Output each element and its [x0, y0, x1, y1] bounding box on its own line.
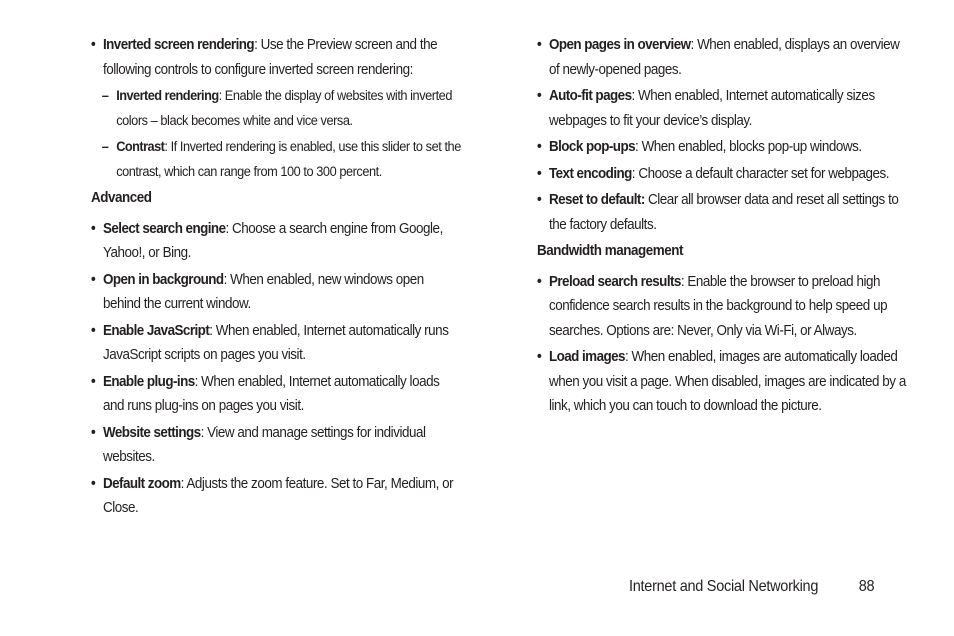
item-text: : If Inverted rendering is enabled, use this slider to set the contrast, which can range from 100 to 300 percent.: [116, 139, 461, 180]
sub-item-inverted-rendering: [91, 84, 476, 133]
item-term: Load images: [548, 349, 625, 365]
item-text: Clear all browser data and reset all settings to the factory defaults.: [548, 192, 899, 233]
item-text: : View and manage settings for individual websites.: [102, 424, 426, 465]
item-term: Select search engine: [102, 220, 226, 237]
item-term: Inverted rendering: [116, 88, 219, 104]
page-number: 88: [858, 578, 875, 595]
list-item-inverted-screen-rendering: [91, 33, 462, 82]
item-term: Auto-fit pages: [548, 88, 632, 104]
item-text: : Choose a search engine from Google, Yahoo!, or Bing.: [102, 220, 443, 261]
footer-section-title: Internet and Social Networking: [629, 578, 819, 595]
item-term: Open pages in overview: [548, 37, 691, 53]
list-item-enable-plug-ins: [91, 370, 462, 419]
item-term: Block pop-ups: [548, 139, 636, 155]
item-text: : When enabled, Internet automatically loads and runs plug-ins on pages you visit.: [102, 373, 440, 414]
item-text: : Choose a default character set for webpages.: [631, 165, 890, 182]
list-item-open-pages-in-overview: [537, 33, 908, 82]
item-term: Inverted screen rendering: [102, 37, 255, 53]
item-text: : When enabled, Internet automatically sizes webpages to fit your device’s display.: [548, 88, 875, 129]
page-footer: [629, 578, 875, 596]
item-term: Open in background: [102, 271, 224, 288]
list-item-website-settings: [91, 421, 462, 470]
list-item-default-zoom: [91, 472, 462, 521]
list-item-auto-fit-pages: [537, 84, 908, 133]
sub-item-contrast: [91, 135, 476, 184]
list-item-open-in-background: [91, 268, 462, 317]
item-text: : When enabled, Internet automatically runs JavaScript scripts on pages you visit.: [102, 322, 449, 363]
item-text: : Use the Preview screen and the following controls to configure inverted screen rendering:: [102, 37, 438, 78]
advanced-heading: Advanced: [91, 190, 152, 206]
list-item-enable-javascript: [91, 319, 462, 368]
item-term: Preload search results: [548, 273, 681, 290]
item-text: : When enabled, images are automatically loaded when you visit a page. When disabled, images are indicated by a link, which you can touch to download the picture.: [548, 349, 906, 414]
item-term: Text encoding: [548, 165, 632, 182]
item-text: : Adjusts the zoom feature. Set to Far, Medium, or Close.: [102, 475, 454, 516]
left-column: [91, 33, 461, 521]
item-term: Enable plug-ins: [102, 373, 195, 390]
item-term: Contrast: [116, 139, 165, 155]
bandwidth-management-heading: Bandwidth management: [537, 243, 683, 259]
list-item-select-search-engine: [91, 217, 462, 266]
item-term: Enable JavaScript: [102, 322, 210, 339]
item-term: Reset to default:: [548, 192, 645, 208]
list-item-reset-to-default: [537, 188, 908, 237]
list-item-block-pop-ups: [537, 135, 908, 160]
item-text: : When enabled, new windows open behind the current window.: [102, 271, 424, 312]
item-term: Default zoom: [102, 475, 181, 492]
list-item-preload-search-results: [537, 270, 908, 344]
list-item-load-images: [537, 345, 908, 419]
item-text: : Enable the display of websites with inverted colors – black becomes white and vice versa.: [116, 88, 452, 129]
list-item-text-encoding: [537, 162, 908, 187]
item-text: : When enabled, displays an overview of newly-opened pages.: [548, 37, 900, 78]
item-term: Website settings: [102, 424, 201, 441]
item-text: : Enable the browser to preload high confidence search results in the background to help speed up searches. Options are: Never, Only via Wi-Fi, or Always.: [548, 273, 888, 339]
right-column: [537, 33, 906, 419]
item-text: : When enabled, blocks pop-up windows.: [635, 139, 862, 155]
